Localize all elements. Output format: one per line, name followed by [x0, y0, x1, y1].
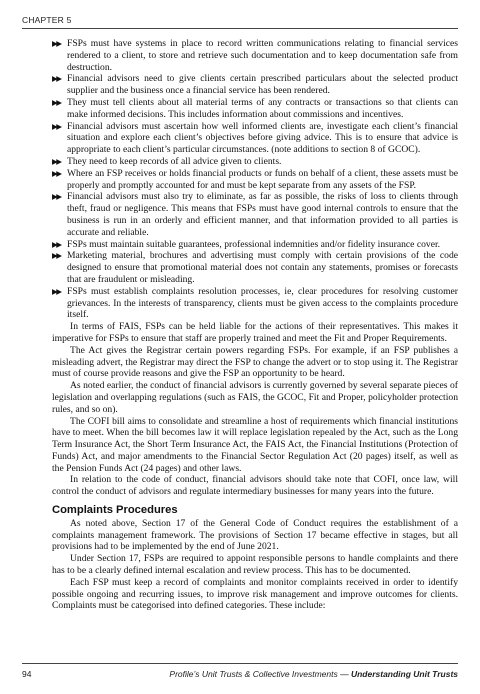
- list-item: ▶▶ FSPs must maintain suitable guarantees, professional indemnities and/or fidelity insurance cover.: [52, 238, 441, 250]
- paragraph: Under Section 17, FSPs are required to appoint responsible persons to handle complaints and there has to be a clearly defined internal escalation and review process. This has to be documented.: [52, 553, 458, 577]
- double-arrow-bullet-icon: ▶▶: [52, 251, 61, 261]
- page-body: [52, 38, 458, 612]
- double-arrow-bullet-icon: ▶▶: [52, 239, 61, 249]
- double-arrow-bullet-icon: ▶▶: [52, 156, 61, 166]
- book-title: Understanding Unit Trusts: [350, 669, 458, 679]
- double-arrow-bullet-icon: ▶▶: [52, 192, 61, 202]
- chapter-label: CHAPTER 5: [22, 15, 72, 25]
- paragraph: The COFI bill aims to consolidate and streamline a host of requirements which financial institutions have to meet. When the bill becomes law it will replace legislation repealed by the Act, such as the Long Term Insurance Act, the Short Term Insurance Act, the FAIS Act, the Financial Institutions (Protection of Funds) Act, and major amendments to the Financial Sector Regulation Act (20 pages) itself, as well as the Pension Funds Act (24 pages) and other laws.: [52, 415, 458, 474]
- list-item: ▶▶ Financial advisors must ascertain how well informed clients are, investigate each client’s financial situation and explore each client’s objectives before giving advice. This is to ensure that advice is appropriate to each client’s particular circumstances. (note additions to section 8 of GCOC).: [52, 120, 458, 156]
- list-item: ▶▶ They must tell clients about all material terms of any contracts or transactions so that clients can make informed decisions. This includes information about commissions and incentives.: [52, 96, 458, 120]
- paragraph: As noted earlier, the conduct of financial advisors is currently governed by several separate pieces of legislation and overlapping regulations (such as FAIS, the GCOC, Fit and Proper, policyholder protection rules, and so on).: [52, 380, 458, 415]
- list-item: ▶▶ Marketing material, brochures and advertising must comply with certain provisions of the code designed to ensure that promotional material does not contain any statements, promises or forecasts that are fraudulent or misleading.: [52, 250, 458, 285]
- list-item: ▶▶ Financial advisors need to give clients certain prescribed particulars about the selected product supplier and the business once a financial service has been rendered.: [52, 73, 458, 97]
- publication-name: Profile’s Unit Trusts & Collective Investments —: [169, 669, 351, 679]
- page-number: 94: [22, 669, 32, 679]
- list-item: ▶▶ They need to keep records of all advice given to clients.: [52, 155, 282, 167]
- running-footer: [169, 669, 458, 679]
- double-arrow-bullet-icon: ▶▶: [52, 121, 61, 131]
- header-divider: [22, 28, 458, 29]
- paragraph: Each FSP must keep a record of complaints and monitor complaints received in order to identify possible ongoing and recurring issues, to improve risk management and improve outcomes for clients. Complaints must be categorised into defined categories. These include:: [52, 576, 458, 612]
- double-arrow-bullet-icon: ▶▶: [52, 286, 61, 296]
- list-item: ▶▶ Where an FSP receives or holds financial products or funds on behalf of a client, these assets must be properly and promptly accounted for and must be kept separate from any assets of the FSP.: [52, 167, 458, 191]
- paragraph: In terms of FAIS, FSPs can be held liable for the actions of their representatives. This makes it imperative for FSPs to ensure that staff are properly trained and meet the Fit and Proper Requirements.: [52, 321, 458, 344]
- requirements-list: [52, 38, 458, 321]
- list-item: ▶▶ Financial advisors must also try to eliminate, as far as possible, the risks of loss to clients through theft, fraud or negligence. This means that FSPs must have good internal controls to ensure that the business is run in an orderly and efficient manner, and that information provided to all parties is accurate and reliable.: [52, 191, 458, 238]
- list-item: ▶▶ FSPs must establish complaints resolution processes, ie, clear procedures for resolving customer grievances. In the interests of transparency, clients must be given access to the complaints procedure itself.: [52, 285, 458, 321]
- footer-divider: [22, 663, 458, 664]
- double-arrow-bullet-icon: ▶▶: [52, 168, 61, 178]
- double-arrow-bullet-icon: ▶▶: [52, 39, 61, 48]
- paragraph: As noted above, Section 17 of the General Code of Conduct requires the establishment of a complaints management framework. The provisions of Section 17 became effective in stages, but all provisions had to be implemented by the end of June 2021.: [52, 517, 458, 553]
- double-arrow-bullet-icon: ▶▶: [52, 97, 61, 107]
- list-item: ▶▶ FSPs must have systems in place to record written communications relating to financial services rendered to a client, to store and retrieve such documentation and to keep documentation safe from destruction.: [52, 38, 458, 73]
- paragraph: The Act gives the Registrar certain powers regarding FSPs. For example, if an FSP publishes a misleading advert, the Registrar may direct the FSP to change the advert or to stop using it. The Registrar must of course provide reasons and give the FSP an opportunity to be heard.: [52, 344, 458, 380]
- double-arrow-bullet-icon: ▶▶: [52, 74, 61, 84]
- paragraph: In relation to the code of conduct, financial advisors should take note that COFI, once law, will control the conduct of advisors and regulate intermediary businesses for many years into the future.: [52, 474, 458, 498]
- section-heading: Complaints Procedures: [52, 504, 178, 517]
